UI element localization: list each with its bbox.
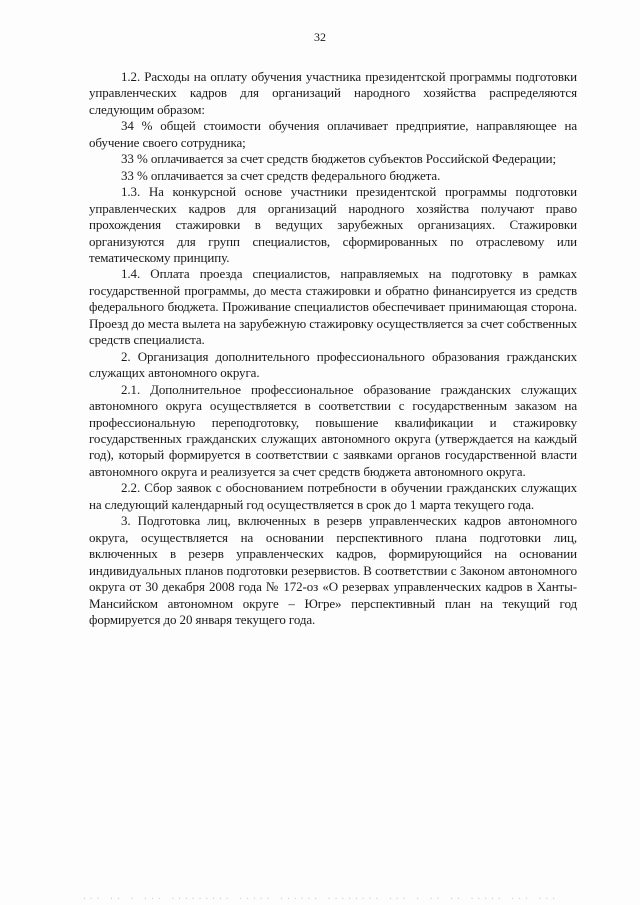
scan-footer-marks: ... .. . ... ......... ..... ...... ........ ... . .. .. ..... ... ... (81, 893, 559, 902)
paragraph-1-3-internship: 1.3. На конкурсной основе участники президентской программы подготовки управленческих кадров для организаций народного хозяйства получают право прохождения стажировки в ведущих зарубежных организациях. Стажировки организуются для групп специалистов, сформированных по отраслевому или тематическому принципу. (89, 184, 577, 265)
paragraph-33-percent-regional: 33 % оплачивается за счет средств бюджетов субъектов Российской Федерации; (121, 151, 557, 167)
paragraph-2-2-applications: 2.2. Сбор заявок с обоснованием потребности в обучении гражданских служащих на следующий календарный год осуществляется в срок до 1 марта текущего года. (89, 480, 577, 512)
paragraph-1-4-travel: 1.4. Оплата проезда специалистов, направляемых на подготовку в рамках государственной программы, до места стажировки и обратно финансируется из средств федерального бюджета. Проживание специалистов обеспечивает принимающая сторона. Проезд до места вылета на зарубежную стажировку осуществляется за счет собственных средств специалиста. (89, 266, 577, 348)
paragraph-1-2-expenses: 1.2. Расходы на оплату обучения участника президентской программы подготовки управленческих кадров для организаций народного хозяйства распределяются следующим образом: (89, 69, 577, 117)
paragraph-3-reserve-training: 3. Подготовка лиц, включенных в резерв управленческих кадров автономного округа, осуществляется на основании перспективного плана подготовки лиц, включенных в резерв управленческих кадров, формирующийся на основании индивидуальных планов подготовки резервистов. В соответствии с Законом автономного округа от 30 декабря 2008 года № 172-оз «О резервах управленческих кадров в Ханты-Мансийском автономном округе – Югре» перспективный план на текущий год формируется до 20 января текущего года. (89, 513, 577, 627)
paragraph-2-1-professional-education: 2.1. Дополнительное профессиональное образование гражданских служащих автономного округа осуществляется в соответствии с государственным заказом на профессиональную переподготовку, повышение квалификации и стажировку государственных гражданских служащих автономного округа (утверждается на каждый год), который формируется в соответствии с заявками органов государственной власти автономного округа и реализуется за счет средств бюджета автономного округа. (89, 381, 577, 479)
paragraph-34-percent: 34 % общей стоимости обучения оплачивает предприятие, направляющее на обучение своего сотрудника; (89, 118, 577, 150)
paragraph-33-percent-federal: 33 % оплачивается за счет средств федерального бюджета. (121, 167, 441, 183)
document-body (89, 69, 577, 628)
page-number: 32 (314, 30, 326, 44)
paragraph-2-organization: 2. Организация дополнительного профессионального образования гражданских служащих автономного округа. (89, 348, 577, 381)
